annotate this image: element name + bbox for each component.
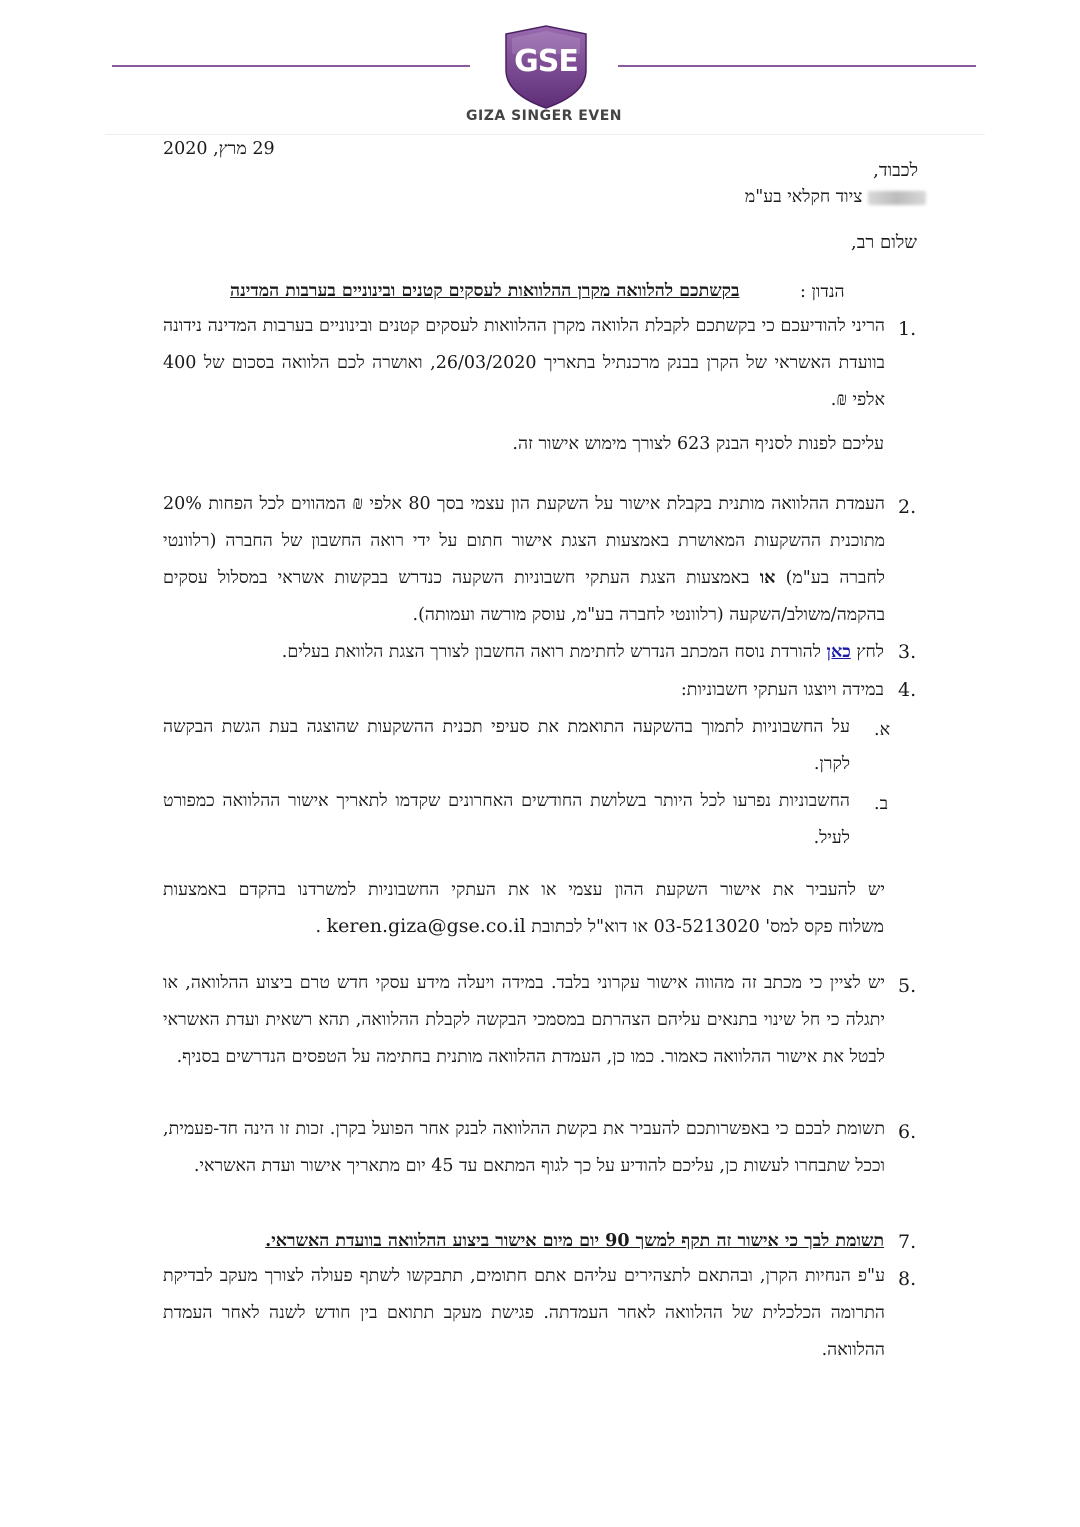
item-number-3: 3. (898, 641, 917, 663)
item-number-4: 4. (898, 679, 917, 701)
item-4b-letter: ב. (874, 794, 888, 814)
item-4-text: במידה ויוצגו העתקי חשבוניות: (680, 680, 884, 700)
item-4b-text: החשבוניות נפרעו לכל היותר בשלושת החודשים האחרונים שקדמו לתאריך אישור ההלוואה כמפורט לעיל. (163, 791, 850, 848)
item-4a-text: על החשבוניות לתמוך בהשקעה התואמת את סעיפי תכנית ההשקעות שהוצגה בעת הגשת הבקשה לקרן. (163, 717, 850, 774)
item-5-text: יש לציין כי מכתב זה מהווה אישור עקרוני בלבד. במידה ויעלה מידע עסקי חדש טרם ביצוע ההלוואה, או יתגלה כי חל שינוי בתנאים עליהם הצהרתם במסמכי הבקשה לקבלת ההלוואה, תהא רשאית ועדת האשראי לבטל את אישור ההלוואה כאמור. כמו כן, העמדת ההלוואה מותנית בחתימה על הטפסים הנדרשים בסניף. (163, 973, 885, 1067)
item-number-8: 8. (898, 1268, 917, 1290)
item-7-text: תשומת לבך כי אישור זה תקף למשך 90 יום מיום אישור ביצוע ההלוואה בוועדת האשראי. (265, 1231, 884, 1251)
salutation: לכבוד, (873, 160, 918, 181)
fax-number: 03-5213020 (653, 917, 760, 937)
email-address[interactable]: keren.giza@gse.co.il (326, 915, 526, 937)
transfer-text-b: או דוא"ל לכתובת (525, 917, 654, 937)
logo-text: GSE (514, 44, 578, 79)
transfer-text-c: . (315, 917, 327, 937)
header-rule-left (112, 65, 470, 67)
item-3-pre: לחץ (850, 642, 884, 662)
item-4-transfer-line-2 (316, 915, 885, 938)
subject-text: בקשתכם להלוואה מקרן ההלוואות לעסקים קטנים ובינוניים בערבות המדינה (230, 281, 740, 301)
item-2-text-a: העמדת ההלוואה מותנית בקבלת אישור על השקעת הון עצמי בסך 80 אלפי ₪ המהווים לכל הפחות 20% מתוכנית ההשקעות המאושרת באמצעות הצגת אישור חתום על ידי רואה החשבון של החברה (רלוונטי לחברה בע"מ) (163, 494, 885, 588)
item-2-text-b: באמצעות הצגת העתקי חשבוניות השקעה כנדרש בבקשות אשראי במסלול עסקים בהקמה/משולב/השקעה (רלוונטי לחברה בע"מ, עוסק מורשה ועמותה). (163, 568, 885, 625)
redacted-name (868, 191, 926, 205)
header-divider (105, 134, 985, 135)
company-name: GIZA SINGER EVEN (466, 108, 622, 124)
item-4-transfer-line-1: יש להעביר את אישור השקעת ההון עצמי או את העתקי החשבוניות למשרדנו בהקדם באמצעות (163, 880, 885, 900)
letter-date: 29 מרץ, 2020 (163, 139, 275, 159)
item-6-text: תשומת לבכם כי באפשרותכם להעביר את בקשת ההלוואה לבנק אחר הפועל בקרן. זכות זו הינה חד-פעמית, וככל שתבחרו לעשות כן, עליכם להודיע על כך לגוף המתאם עד 45 יום מתאריך אישור ועדת האשראי. (163, 1119, 885, 1176)
item-number-1: 1. (898, 318, 917, 340)
item-3-text (282, 641, 884, 663)
download-letter-link[interactable]: כאן (826, 642, 851, 662)
item-number-7: 7. (898, 1231, 917, 1253)
item-number-2: 2. (898, 496, 917, 518)
item-number-5: 5. (898, 975, 917, 997)
recipient-company: ציוד חקלאי בע"מ (744, 187, 863, 207)
item-3-post: להורדת נוסח המכתב הנדרש לחתימת רואה החשבון לצורך הצגת הלוואת בעלים. (281, 642, 827, 662)
recipient-line (745, 186, 926, 208)
item-2-text (163, 486, 885, 634)
item-2-or: או (759, 568, 776, 588)
letterhead (0, 0, 1080, 135)
subject-label: הנדון : (800, 282, 845, 302)
item-number-6: 6. (898, 1121, 917, 1143)
transfer-text-a: משלוח פקס למס' (759, 917, 884, 937)
item-8-text: ע"פ הנחיות הקרן, ובהתאם לתצהירים עליהם אתם חתומים, תתבקשו לשתף פעולה לצורך מעקב לבדיקת התרומה הכלכלית של ההלוואה לאחר העמדתה. פגישת מעקב תתואם בין חודש לשנה לאחר העמדת ההלוואה. (163, 1266, 885, 1360)
header-rule-right (618, 65, 976, 67)
item-1-branch-note: עליכם לפנות לסניף הבנק 623 לצורך מימוש אישור זה. (512, 434, 884, 454)
item-1-text: הריני להודיעכם כי בקשתכם לקבלת הלוואה מקרן ההלוואות לעסקים קטנים ובינוניים בערבות המדינה נידונה בוועדת האשראי של הקרן בבנק מרכנתיל בתאריך 26/03/2020, ואושרה לכם הלוואה בסכום של 400 אלפי ₪. (163, 316, 885, 410)
item-4a-letter: א. (874, 720, 891, 740)
greeting: שלום רב, (851, 232, 917, 253)
